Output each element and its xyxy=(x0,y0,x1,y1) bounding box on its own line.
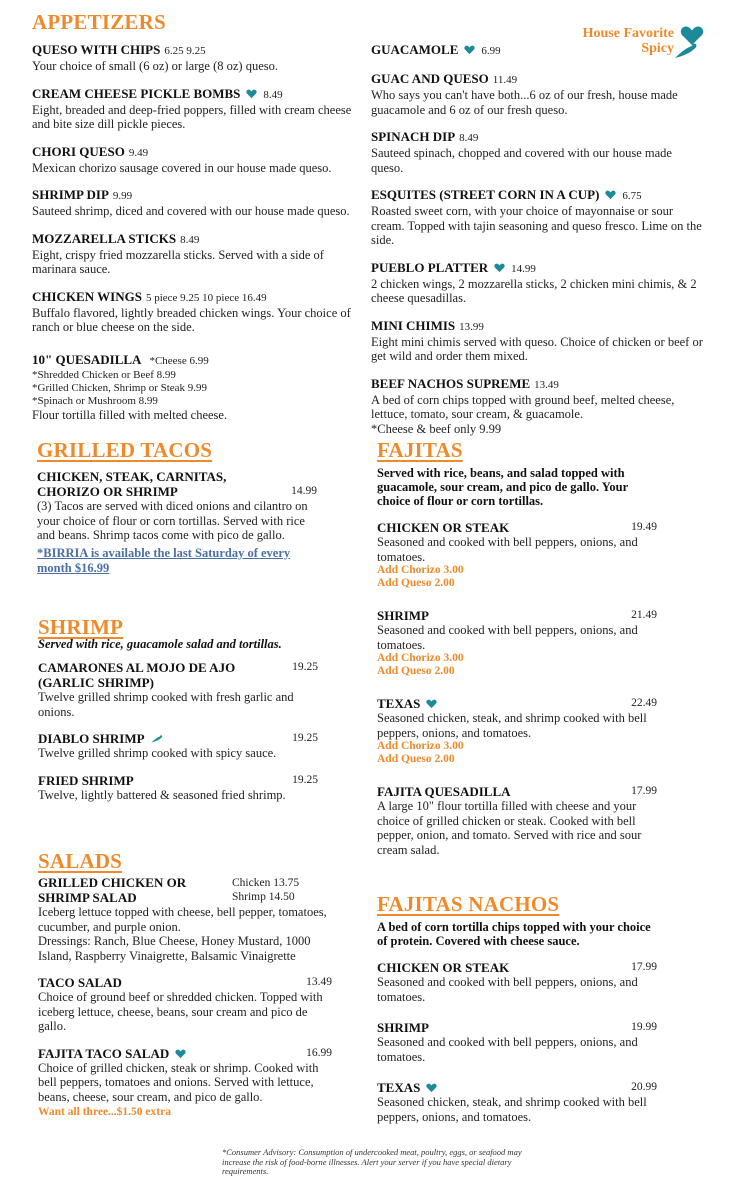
grilled-tacos-heading: GRILLED TACOS xyxy=(37,438,213,462)
item-description: Mexican chorizo sausage covered in our house made queso. xyxy=(32,160,332,175)
item-name: SPINACH DIP xyxy=(371,129,456,144)
grilled-tacos-item xyxy=(37,469,317,576)
item-name: QUESO WITH CHIPS xyxy=(32,42,161,57)
item-name: MINI CHIMIS xyxy=(371,317,456,333)
item-price: 21.49 xyxy=(631,609,657,621)
item-description: Seasoned chicken, steak, and shrimp cooked with bell peppers, onions, and tomatoes. xyxy=(377,711,647,740)
item-description: Choice of grilled chicken, steak or shrimp. Cooked with bell peppers, tomatoes and onions. Served with lettuce, beans, cheese, sour cream, and pico de gallo. xyxy=(38,1060,319,1104)
item-name-line1: CHICKEN, STEAK, CARNITAS, xyxy=(37,469,227,484)
item-description: Flour tortilla filled with melted cheese. xyxy=(32,408,228,422)
menu-item xyxy=(38,773,318,803)
item-price: 20.99 xyxy=(631,1081,657,1093)
item-price: 13.49 xyxy=(534,378,559,391)
item-name: GUACAMOLE xyxy=(371,42,459,57)
item-description: Iceberg lettuce topped with cheese, bell pepper, tomatoes, cucumber, and purple onion. xyxy=(38,905,327,934)
dressings: Dressings: Ranch, Blue Cheese, Honey Mustard, 1000 Island, Raspberry Vinaigrette, Balsamic Vinaigrette xyxy=(38,934,311,963)
fajitas-intro: Served with rice, beans, and salad topped with guacamole, sour cream, and pico de gallo. Your choice of flour or corn tortillas. xyxy=(377,466,628,508)
item-price: 19.25 xyxy=(292,732,318,744)
item-name: CHORI QUESO xyxy=(32,143,125,159)
item-price: 8.49 xyxy=(263,88,283,101)
item-name: TEXAS xyxy=(377,696,421,711)
item-name: SHRIMP DIP xyxy=(32,187,109,202)
item-description: Eight, crispy fried mozzarella sticks. Served with a side of marinara sauce. xyxy=(32,247,324,276)
item-name-line2: CHORIZO OR SHRIMP xyxy=(37,484,178,499)
item-price: 19.99 xyxy=(631,1021,657,1033)
item-price: 19.49 xyxy=(631,521,657,533)
grilled-salad-item xyxy=(38,875,332,963)
shrimp-heading: SHRIMP xyxy=(38,615,124,639)
shrimp-items xyxy=(38,660,318,802)
salads-heading: SALADS xyxy=(38,849,123,873)
appetizers-heading: APPETIZERS xyxy=(32,10,166,34)
consumer-advisory: *Consumer Advisory: Consumption of undercooked meat, poultry, eggs, or seafood may increase the risk of food-borne illnesses. Alert your server if you have special dietary requirements. xyxy=(222,1147,522,1176)
item-note: *Cheese & beef only 9.99 xyxy=(371,421,502,436)
chili-pepper-icon xyxy=(151,734,163,744)
legend-spicy: Spicy xyxy=(641,41,674,56)
item-name: 10" QUESADILLA xyxy=(32,352,142,367)
heart-icon xyxy=(246,89,257,99)
shrimp-section xyxy=(38,637,318,814)
menu-item xyxy=(38,660,318,719)
item-price: 8.49 xyxy=(180,233,200,246)
add-queso: Add Queso 2.00 xyxy=(377,665,455,677)
menu-item xyxy=(371,260,706,306)
item-name: GRILLED CHICKEN OR SHRIMP SALAD xyxy=(38,875,187,905)
menu-item xyxy=(38,731,318,761)
item-name: FRIED SHRIMP xyxy=(38,772,134,788)
item-price: 8.49 xyxy=(459,132,479,144)
menu-item xyxy=(371,318,706,364)
fajitas-section xyxy=(377,466,657,869)
item-price: 9.49 xyxy=(128,146,149,159)
item-description: Seasoned chicken, steak, and shrimp cooked with bell peppers, onions, and tomatoes. xyxy=(377,1095,647,1124)
item-price: 13.99 xyxy=(459,320,484,333)
fajitas-nachos-heading: FAJITAS NACHOS xyxy=(377,892,560,916)
item-name: TACO SALAD xyxy=(38,975,122,990)
menu-item xyxy=(32,187,357,219)
item-description: A bed of corn chips topped with ground beef, melted cheese, lettuce, tomato, sour cream, & guacamole. xyxy=(371,392,675,421)
shrimp-intro: Served with rice, guacamole salad and tortillas. xyxy=(38,637,282,651)
item-description: Buffalo flavored, lightly breaded chicken wings. Your choice of ranch or blue cheese on the side. xyxy=(32,305,351,334)
menu-item xyxy=(32,86,357,132)
item-description: Choice of ground beef or shredded chicken. Topped with iceberg lettuce, cheese, beans, sour cream and pico de gallo. xyxy=(38,990,323,1033)
item-description: Eight, breaded and deep-fried poppers, filled with cream cheese and bite size dill pickle pieces. xyxy=(32,102,352,131)
heart-icon xyxy=(426,1083,437,1093)
menu-item xyxy=(371,71,706,117)
nacho-items xyxy=(377,960,657,1124)
quesadilla-option: *Shredded Chicken or Beef 8.99 xyxy=(32,369,176,381)
item-description: Seasoned and cooked with bell peppers, onions, and tomatoes. xyxy=(377,535,638,564)
menu-item xyxy=(32,42,357,74)
quesadilla-item xyxy=(32,352,357,423)
item-name: SHRIMP xyxy=(377,1020,429,1035)
item-description: Your choice of small (6 oz) or large (8 oz) queso. xyxy=(32,59,279,73)
item-price: 19.25 xyxy=(292,661,318,673)
add-queso: Add Queso 2.00 xyxy=(377,753,455,766)
item-price: 9.99 xyxy=(112,190,133,202)
heart-icon xyxy=(464,45,475,55)
item-description: Seasoned and cooked with bell peppers, onions, and tomatoes. xyxy=(377,623,638,652)
item-name: PUEBLO PLATTER xyxy=(371,259,489,275)
salad-items xyxy=(38,975,332,1119)
menu-item xyxy=(371,187,706,248)
menu-item xyxy=(377,608,657,678)
menu-item xyxy=(377,696,657,766)
item-name: DIABLO SHRIMP xyxy=(38,731,145,746)
item-name: GUAC AND QUESO xyxy=(371,71,489,86)
fajita-quesadilla-item xyxy=(377,784,657,857)
item-extra: Want all three...$1.50 extra xyxy=(38,1106,171,1119)
menu-item xyxy=(371,376,706,437)
item-description: Seasoned and cooked with bell peppers, onions, and tomatoes. xyxy=(377,975,638,1004)
legend-house-favorite: House Favorite xyxy=(582,26,674,41)
quesadilla-options xyxy=(32,369,357,408)
item-name: CHICKEN OR STEAK xyxy=(377,520,510,535)
salads-section xyxy=(38,875,332,1131)
menu-item xyxy=(32,289,357,335)
item-description: Twelve grilled shrimp cooked with spicy sauce. xyxy=(38,746,277,761)
quesadilla-option: *Spinach or Mushroom 8.99 xyxy=(32,395,158,407)
menu-item xyxy=(377,1020,657,1064)
item-price: 5 piece 9.25 10 piece 16.49 xyxy=(145,291,267,304)
item-price: 11.49 xyxy=(492,74,518,86)
item-description: Sauteed spinach, chopped and covered with our house made queso. xyxy=(371,146,672,175)
heart-icon xyxy=(605,190,616,200)
item-description: Twelve grilled shrimp cooked with fresh garlic and onions. xyxy=(38,690,294,719)
price-shrimp: Shrimp 14.50 xyxy=(232,891,295,903)
item-price: 6.25 9.25 xyxy=(164,45,206,57)
fajita-items xyxy=(377,520,657,766)
heart-icon xyxy=(494,263,505,273)
item-price: 14.99 xyxy=(511,262,536,275)
menu-item xyxy=(32,144,357,176)
item-price: 14.99 xyxy=(291,485,317,497)
item-price: 6.75 xyxy=(622,190,642,202)
item-name: SHRIMP xyxy=(377,608,429,623)
item-name: CHICKEN WINGS xyxy=(32,288,142,304)
item-name: TEXAS xyxy=(377,1080,421,1095)
item-description: Roasted sweet corn, with your choice of mayonnaise or sour cream. Topped with tajin seasoning and queso fresco. Lime on the side. xyxy=(371,204,702,247)
item-description: Seasoned and cooked with bell peppers, onions, and tomatoes. xyxy=(377,1035,638,1064)
item-description: Twelve, lightly battered & seasoned fried shrimp. xyxy=(38,787,286,802)
heart-icon xyxy=(175,1049,186,1059)
menu-item xyxy=(377,1080,657,1124)
add-queso: Add Queso 2.00 xyxy=(377,577,455,589)
item-price: 19.25 xyxy=(292,773,318,786)
add-chorizo: Add Chorizo 3.00 xyxy=(377,652,464,664)
menu-item xyxy=(371,42,706,59)
item-name: CAMARONES AL MOJO DE AJO (GARLIC SHRIMP) xyxy=(38,660,236,690)
item-description: 2 chicken wings, 2 mozzarella sticks, 2 chicken mini chimis, & 2 cheese quesadillas. xyxy=(371,276,697,305)
birria-link[interactable]: *BIRRIA is available the last Saturday of every month $16.99 xyxy=(37,545,291,575)
menu-item xyxy=(371,129,706,175)
item-description: Sauteed shrimp, diced and covered with our house made queso. xyxy=(32,204,350,218)
fajitas-heading: FAJITAS xyxy=(377,438,463,462)
menu-item xyxy=(38,1046,332,1120)
menu-item xyxy=(377,960,657,1004)
item-name: BEEF NACHOS SUPREME xyxy=(371,375,531,391)
item-description: A large 10" flour tortilla filled with cheese and your choice of grilled chicken or steak. Cooked with bell pepper, onion, and tomato. Served with rice and sour cream salad. xyxy=(377,799,642,857)
heart-icon xyxy=(426,699,437,709)
item-price: 17.99 xyxy=(631,961,657,973)
menu-item xyxy=(32,231,357,277)
item-name: CREAM CHEESE PICKLE BOMBS xyxy=(32,85,241,101)
item-name: MOZZARELLA STICKS xyxy=(32,230,177,246)
item-name: FAJITA TACO SALAD xyxy=(38,1045,170,1061)
item-price: 17.99 xyxy=(631,785,657,798)
item-description: (3) Tacos are served with diced onions and cilantro on your choice of flour or corn tortillas. Served with rice and beans. Shrimp tacos come with pico de gallo. xyxy=(37,499,308,542)
add-chorizo: Add Chorizo 3.00 xyxy=(377,740,464,753)
item-name: CHICKEN OR STEAK xyxy=(377,960,510,975)
item-description: Eight mini chimis served with queso. Choice of chicken or beef or get wild and order them mixed. xyxy=(371,334,703,363)
item-price: 13.49 xyxy=(306,976,332,988)
item-name: FAJITA QUESADILLA xyxy=(377,784,511,800)
item-price: 22.49 xyxy=(631,697,657,709)
menu-item xyxy=(38,975,332,1034)
quesadilla-option: *Grilled Chicken, Shrimp or Steak 9.99 xyxy=(32,382,208,394)
menu-item xyxy=(377,520,657,590)
add-chorizo: Add Chorizo 3.00 xyxy=(377,564,464,576)
appetizers-left-column xyxy=(32,42,357,347)
item-price: 16.99 xyxy=(306,1046,332,1059)
appetizers-right-column xyxy=(371,42,706,448)
item-name: ESQUITES (STREET CORN IN A CUP) xyxy=(371,187,600,202)
fajitas-nachos-section xyxy=(377,920,657,1140)
fajitas-nachos-intro: A bed of corn tortilla chips topped with your choice of protein. Covered with cheese sauce. xyxy=(377,920,651,948)
item-description: Who says you can't have both...6 oz of our fresh, house made guacamole and 6 oz of our fresh queso. xyxy=(371,88,678,117)
price-chicken: Chicken 13.75 xyxy=(232,877,300,889)
item-price: 6.99 xyxy=(481,45,501,57)
item-price: *Cheese 6.99 xyxy=(149,355,209,367)
